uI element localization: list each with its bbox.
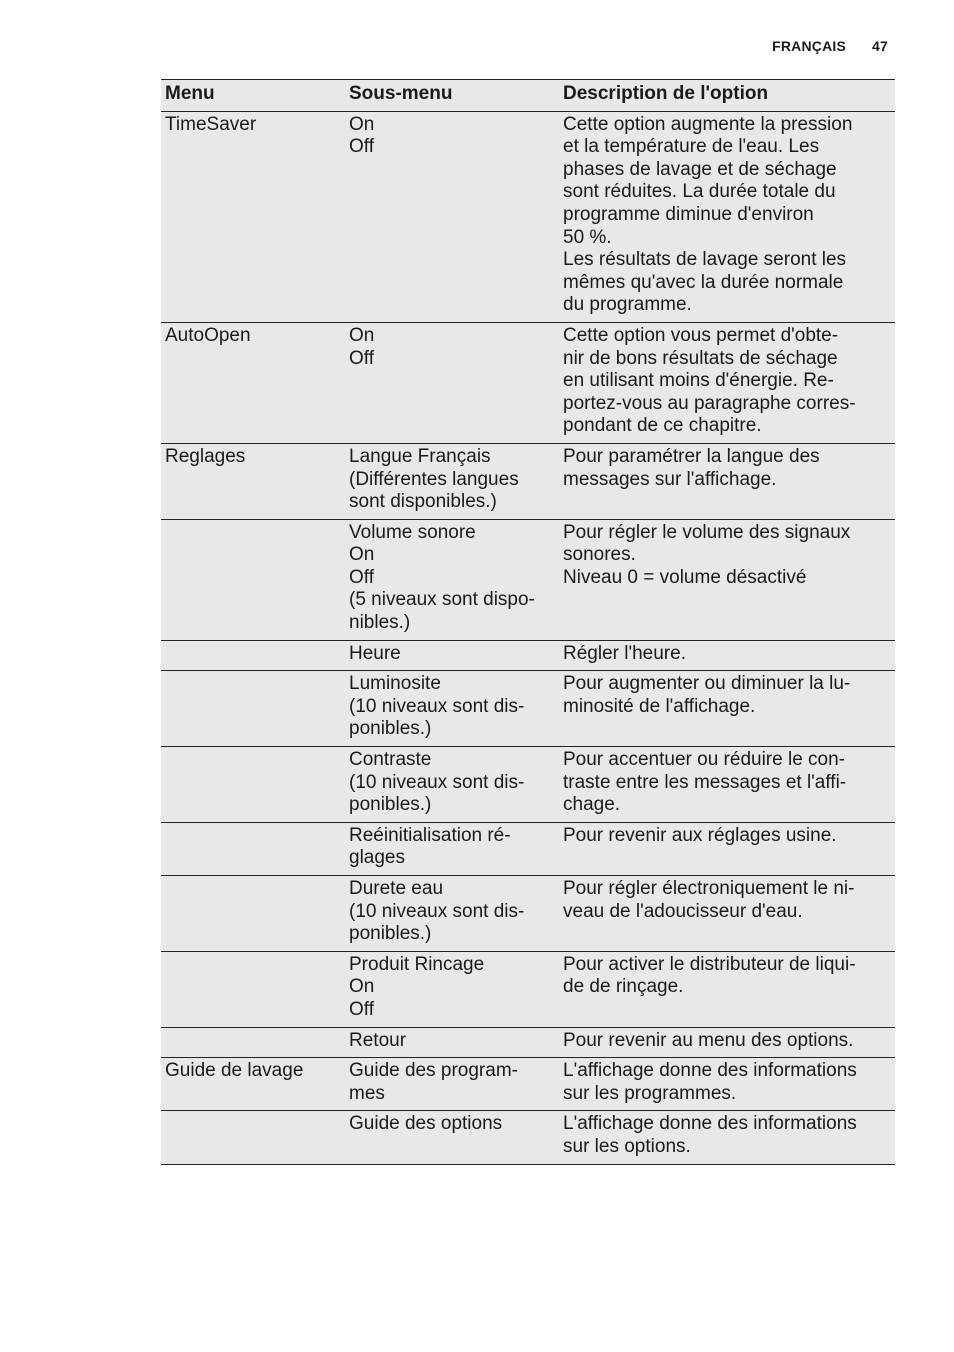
cell-description: Pour paramétrer la langue des messages sur l'affichage.	[559, 443, 895, 519]
cell-submenu: Contraste (10 niveaux sont dis- ponibles.)	[345, 747, 559, 823]
cell-submenu: Guide des options	[345, 1111, 559, 1164]
cell-description: Pour augmenter ou diminuer la lu- minosité de l'affichage.	[559, 671, 895, 747]
table-row	[161, 951, 895, 1027]
table-row	[161, 747, 895, 823]
cell-description: L'affichage donne des informations sur les programmes.	[559, 1058, 895, 1111]
table-header-row	[161, 80, 895, 112]
cell-description: Pour revenir aux réglages usine.	[559, 822, 895, 875]
cell-description: Pour régler le volume des signaux sonores. Niveau 0 = volume désactivé	[559, 519, 895, 640]
cell-submenu: On Off	[345, 111, 559, 322]
section-title: FRANÇAIS	[772, 38, 847, 54]
cell-menu	[161, 519, 345, 640]
cell-submenu: Guide des program- mes	[345, 1058, 559, 1111]
cell-description: Pour accentuer ou réduire le con- traste entre les messages et l'affi- chage.	[559, 747, 895, 823]
cell-menu: AutoOpen	[161, 322, 345, 443]
table-row	[161, 671, 895, 747]
cell-submenu: Retour	[345, 1027, 559, 1058]
table-row	[161, 640, 895, 671]
column-header-submenu: Sous-menu	[345, 80, 559, 112]
table-row	[161, 1111, 895, 1164]
cell-menu	[161, 671, 345, 747]
cell-submenu: Volume sonore On Off (5 niveaux sont dispo- nibles.)	[345, 519, 559, 640]
cell-menu	[161, 1027, 345, 1058]
cell-submenu: Reéinitialisation ré- glages	[345, 822, 559, 875]
cell-menu	[161, 822, 345, 875]
table-row	[161, 822, 895, 875]
cell-submenu: Langue Français (Différentes langues sont disponibles.)	[345, 443, 559, 519]
cell-description: Régler l'heure.	[559, 640, 895, 671]
table-row	[161, 876, 895, 952]
page-header	[772, 38, 888, 54]
cell-menu	[161, 876, 345, 952]
cell-submenu: Produit Rincage On Off	[345, 951, 559, 1027]
cell-menu	[161, 747, 345, 823]
cell-submenu: Durete eau (10 niveaux sont dis- ponibles.)	[345, 876, 559, 952]
page-number: 47	[872, 38, 888, 54]
cell-submenu: On Off	[345, 322, 559, 443]
cell-description: Pour régler électroniquement le ni- veau de l'adoucisseur d'eau.	[559, 876, 895, 952]
cell-description: Pour revenir au menu des options.	[559, 1027, 895, 1058]
table-row	[161, 111, 895, 322]
table-row	[161, 519, 895, 640]
table-row	[161, 1058, 895, 1111]
cell-menu	[161, 951, 345, 1027]
cell-menu	[161, 1111, 345, 1164]
cell-description: Cette option augmente la pression et la température de l'eau. Les phases de lavage et de séchage sont réduites. La durée totale du programme diminue d'environ 50 %. Les résultats de lavage seront les mêmes qu'avec la durée normale du programme.	[559, 111, 895, 322]
cell-description: Cette option vous permet d'obte- nir de bons résultats de séchage en utilisant moins d'énergie. Re- portez-vous au paragraphe corres- pondant de ce chapitre.	[559, 322, 895, 443]
column-header-description: Description de l'option	[559, 80, 895, 112]
table-row	[161, 322, 895, 443]
cell-menu: Guide de lavage	[161, 1058, 345, 1111]
options-table	[161, 79, 895, 1165]
cell-description: L'affichage donne des informations sur les options.	[559, 1111, 895, 1164]
cell-submenu: Heure	[345, 640, 559, 671]
cell-menu: Reglages	[161, 443, 345, 519]
table-row	[161, 1027, 895, 1058]
cell-menu	[161, 640, 345, 671]
cell-submenu: Luminosite (10 niveaux sont dis- ponibles.)	[345, 671, 559, 747]
column-header-menu: Menu	[161, 80, 345, 112]
table-row	[161, 443, 895, 519]
cell-description: Pour activer le distributeur de liqui- de de rinçage.	[559, 951, 895, 1027]
cell-menu: TimeSaver	[161, 111, 345, 322]
